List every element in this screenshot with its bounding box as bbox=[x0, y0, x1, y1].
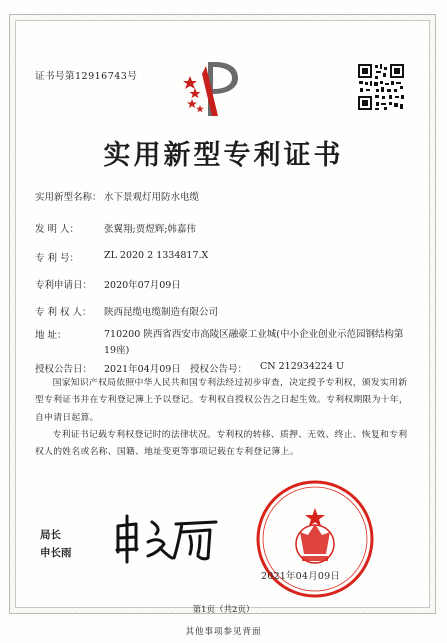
field-value: 2020年07月09日 bbox=[104, 280, 181, 291]
qr-code-icon bbox=[356, 62, 406, 112]
certificate-number: 证书号第12916743号 bbox=[35, 71, 138, 82]
field-value: 张翼翔;贾煜辉;韩嘉伟 bbox=[104, 224, 196, 235]
director-signature-icon bbox=[112, 512, 222, 564]
field-value: 2021年04月09日 bbox=[104, 364, 181, 375]
field-label: 专 利 号： bbox=[35, 253, 80, 264]
field-value: ZL 2020 2 1334817.X bbox=[104, 250, 209, 261]
certificate-title: 实用新型专利证书 bbox=[103, 140, 344, 171]
field-label: 地 址： bbox=[35, 330, 67, 341]
field-label: 专 利 权 人： bbox=[35, 307, 92, 318]
seal-date: 2021年04月09日 bbox=[261, 571, 341, 582]
director-name: 申长雨 bbox=[40, 547, 72, 559]
field-label: 实用新型名称： bbox=[35, 192, 102, 203]
field-value: 陕西昆缆电缆制造有限公司 bbox=[104, 307, 219, 318]
footer-note: 其他事项参见背面 bbox=[185, 627, 262, 637]
cnipa-logo-icon bbox=[182, 58, 242, 120]
field-label: 发 明 人： bbox=[35, 224, 80, 235]
field-label: 授权公告号： bbox=[190, 364, 248, 375]
field-label: 授权公告日： bbox=[35, 364, 93, 375]
page-indicator: 第1页（共2页） bbox=[192, 605, 255, 615]
paragraph-legal-status: 专利证书记载专利权登记时的法律状况。专利权的转移、质押、无效、终止、恢复和专利权人的姓名或名称、国籍、地址变更等事项记载在专利登记簿上。 bbox=[35, 429, 408, 458]
field-value: 水下景观灯用防水电缆 bbox=[104, 192, 200, 203]
director-title: 局长 bbox=[40, 529, 61, 541]
paragraph-grant: 国家知识产权局依照中华人民共和国专利法经过初步审查，决定授予专利权，颁发实用新型专利证书并在专利登记簿上予以登记。专利权自授权公告之日起生效。专利权期限为十年，自申请日起算。 bbox=[35, 377, 408, 423]
field-value: CN 212934224 U bbox=[260, 361, 345, 372]
field-label: 专利申请日： bbox=[35, 280, 93, 291]
field-value: 710200 陕西省西安市高陵区融豪工业城(中小企业创业示范园钢结构第19座) bbox=[104, 329, 404, 356]
